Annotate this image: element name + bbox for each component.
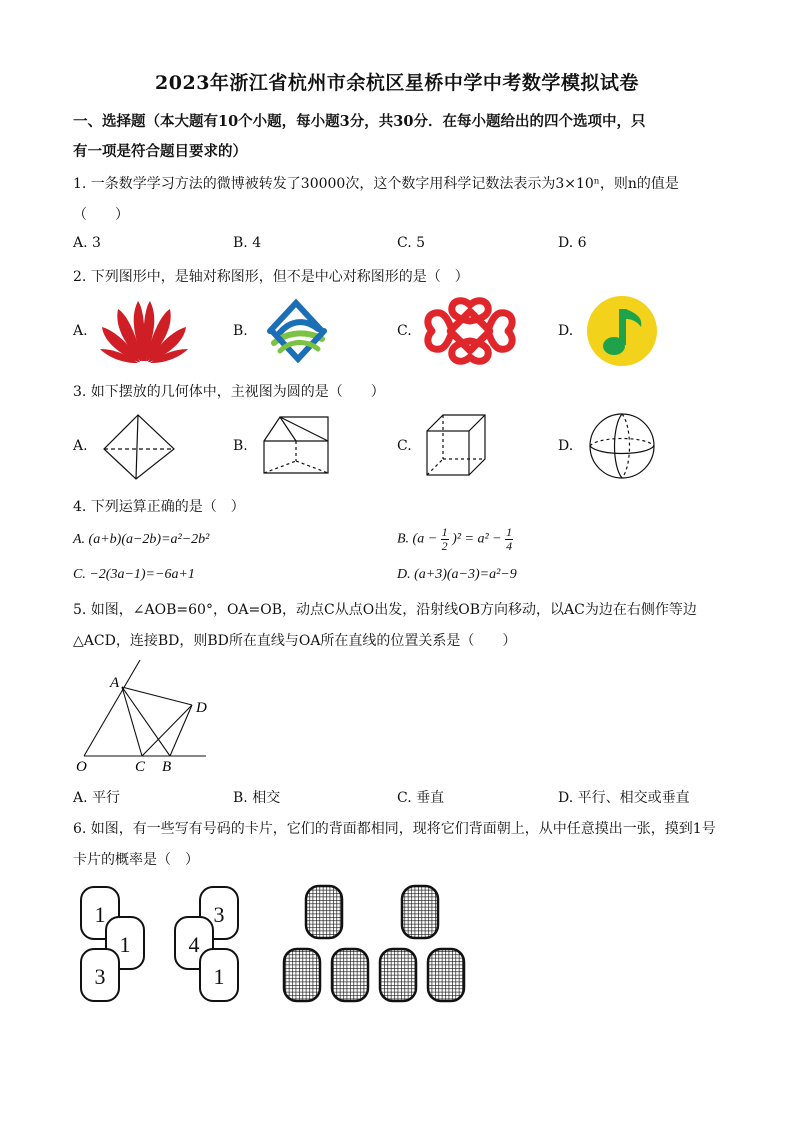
- q4-option-b-fraction-1: $\frac{1}{2}$: [441, 525, 448, 553]
- triangular-prism-figure: [262, 415, 332, 477]
- china-mobile-logo-image: [260, 295, 334, 367]
- q5-label-b: B: [162, 759, 172, 775]
- q3-stem: 3. 如下摆放的几何体中，主视图为圆的是（ ）: [73, 384, 385, 400]
- q2-option-c: C.: [397, 323, 412, 339]
- q4-option-d: D. (a+3)(a−3)=a²−9: [397, 567, 517, 582]
- q2-stem: 2. 下列图形中，是轴对称图形，但不是中心对称图形的是（ ）: [73, 269, 469, 285]
- q3-option-a: A.: [73, 438, 88, 454]
- q1-stem-line2: （ ）: [73, 207, 129, 223]
- q5-label-d: D: [196, 700, 207, 716]
- q5-stem-line2: △ACD，连接BD，则BD所在直线与OA所在直线的位置关系是（ ）: [73, 633, 517, 649]
- page-title: 2023年浙江省杭州市余杭区星桥中学中考数学模拟试卷: [155, 72, 639, 94]
- q5-option-a: A. 平行: [73, 790, 121, 806]
- q4-option-b: [397, 526, 513, 553]
- sphere-figure: [588, 412, 656, 480]
- q4-option-b-fraction-2: $\frac{1}{4}$: [506, 525, 513, 553]
- q5-geometry-figure: [74, 655, 214, 775]
- q6-stem-line2: 卡片的概率是（ ）: [73, 852, 199, 868]
- section-heading-line2: 有一项是符合题目要求的）: [73, 143, 247, 160]
- card-back: [284, 949, 320, 1001]
- q1-option-b: B. 4: [233, 235, 262, 251]
- q3-option-c: C.: [397, 438, 412, 454]
- card-number: 1: [94, 902, 106, 927]
- pyramid-solid-figure: [100, 413, 178, 483]
- card-number: 3: [213, 902, 225, 927]
- card-back: [306, 886, 342, 938]
- q6-stem-line1: 6. 如图，有一些写有号码的卡片，它们的背面都相同，现将它们背面朝上，从中任意摸出一张，摸到1号: [73, 821, 716, 837]
- q4-option-c: C. −2(3a−1)=−6a+1: [73, 567, 195, 582]
- q2-option-b: B.: [233, 323, 248, 339]
- q5-stem-line1: 5. 如图，∠AOB=60°，OA=OB，动点C从点O出发，沿射线OB方向移动，以AC为边在右侧作等边: [73, 602, 697, 618]
- q1-option-a: A. 3: [73, 235, 101, 251]
- section-heading-line1: 一、选择题（本大题有10个小题，每小题3分，共30分．在每小题给出的四个选项中，只: [73, 113, 646, 130]
- q3-option-b: B.: [233, 438, 248, 454]
- q1-option-c: C. 5: [397, 235, 426, 251]
- card-back: [380, 949, 416, 1001]
- card-number: 3: [94, 964, 106, 989]
- q5-option-d: D. 平行、相交或垂直: [558, 790, 690, 806]
- q2-option-a: A.: [73, 323, 88, 339]
- qq-music-logo-image: [585, 295, 659, 367]
- q2-option-d: D.: [558, 323, 574, 339]
- q3-option-d: D.: [558, 438, 574, 454]
- q5-label-a: A: [110, 675, 120, 691]
- q5-option-c: C. 垂直: [397, 790, 445, 806]
- cube-figure: [425, 413, 487, 477]
- huawei-logo-image: [98, 295, 190, 365]
- q5-label-o: O: [76, 759, 87, 775]
- card-back: [332, 949, 368, 1001]
- q6-cards-figure: [78, 883, 468, 1008]
- q1-option-d: D. 6: [558, 235, 587, 251]
- card-number: 1: [119, 932, 131, 957]
- card-back: [402, 886, 438, 938]
- q4-option-b-mid: )² = a² −: [452, 531, 502, 547]
- card-number: 1: [213, 964, 225, 989]
- q5-label-c: C: [135, 759, 146, 775]
- q4-option-b-pre: B. (a −: [397, 531, 438, 547]
- q4-stem: 4. 下列运算正确的是（ ）: [73, 499, 245, 515]
- q5-option-b: B. 相交: [233, 790, 281, 806]
- q1-stem-line1: 1. 一条数学学习方法的微博被转发了30000次，这个数字用科学记数法表示为3×10ⁿ，则n的值是: [73, 176, 679, 192]
- q4-option-a: A. (a+b)(a−2b)=a²−2b²: [73, 532, 210, 547]
- china-unicom-knot-logo-image: [422, 295, 518, 367]
- card-number: 4: [188, 932, 200, 957]
- card-back: [428, 949, 464, 1001]
